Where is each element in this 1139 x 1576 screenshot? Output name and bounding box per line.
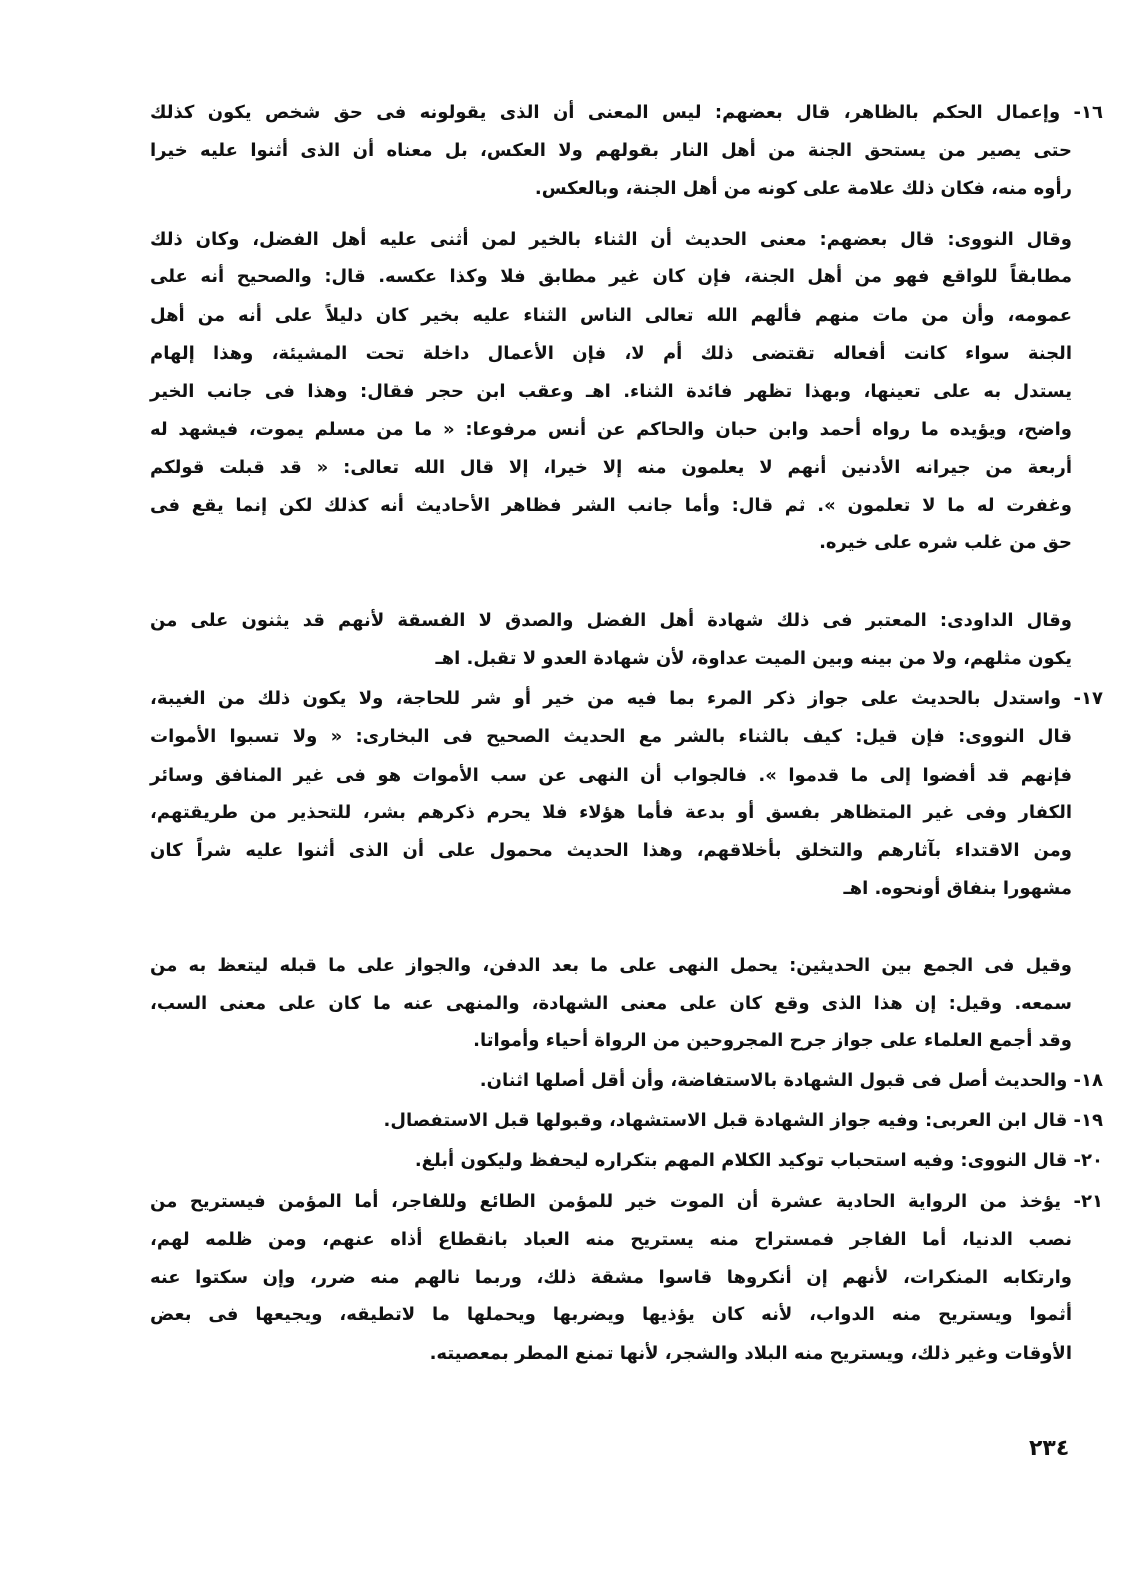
text-line: وقال الداودى: المعتبر فى ذلك شهادة أهل الفضل والصدق لا الفسقة لأنهم قد يثنون على من — [150, 610, 1072, 631]
text-line: مشهورا بنفاق أونحوه. اهـ — [843, 878, 1072, 899]
text-line: فإنهم قد أفضوا إلى ما قدموا ». فالجواب أن النهى عن سب الأموات هو فى غير المنافق وسائر — [150, 765, 1072, 786]
text-line: مطابقاً للواقع فهو من أهل الجنة، فإن كان غير مطابق فلا وكذا عكسه. قال: والصحيح أنه على — [150, 266, 1072, 287]
text-line: الأوقات وغير ذلك، ويستريح منه البلاد والشجر، لأنها تمنع المطر بمعصيته. — [429, 1343, 1072, 1364]
text-line: ومن الاقتداء بآثارهم والتخلق بأخلاقهم، وهذا الحديث محمول على أن الذى أثنوا عليه شراً كان — [150, 840, 1072, 861]
text-line: رأوه منه، فكان ذلك علامة على كونه من أهل الجنة، وبالعكس. — [534, 178, 1072, 199]
page-number: ٢٣٤ — [1029, 1436, 1070, 1461]
text-line: الكفار وفى غير المتظاهر بفسق أو بدعة فأما هؤلاء فلا يحرم ذكرهم بشر، للتحذير من طريقتهم، — [150, 802, 1072, 823]
text-line: وقيل فى الجمع بين الحديثين: يحمل النهى على ما بعد الدفن، والجواز على ما قبله ليتعظ به من — [150, 955, 1072, 976]
text-line: أثموا ويستريح منه الدواب، لأنه كان يؤذيها ويضربها ويحملها ما لاتطيقه، ويجيعها فى بعض — [150, 1304, 1072, 1325]
text-line: قال النووى: فإن قيل: كيف بالثناء بالشر مع الحديث الصحيح فى البخارى: « ولا تسبوا الأموات — [150, 726, 1072, 747]
text-line: عمومه، وأن من مات منهم فألهم الله تعالى الناس الثناء عليه بخير كان دليلاً على أنه من أهل — [150, 305, 1072, 326]
text-line: وغفرت له ما لا تعلمون ». ثم قال: وأما جانب الشر فظاهر الأحاديث أنه كذلك لكن إنما يقع فى — [150, 495, 1072, 516]
text-line: ١٧- واستدل بالحديث على جواز ذكر المرء بما فيه من خير أو شر للحاجة، ولا يكون ذلك من الغيبة، — [150, 688, 1103, 709]
text-line: وقد أجمع العلماء على جواز جرح المجروحين من الرواة أحياء وأمواتا. — [473, 1030, 1072, 1051]
text-line: ١٨- والحديث أصل فى قبول الشهادة بالاستفاضة، وأن أقل أصلها اثنان. — [479, 1070, 1103, 1091]
text-line: حق من غلب شره على خيره. — [819, 532, 1072, 553]
text-line: ٢٠- قال النووى: وفيه استحباب توكيد الكلام المهم بتكراره ليحفظ وليكون أبلغ. — [414, 1150, 1103, 1171]
text-line: الجنة سواء كانت أفعاله تقتضى ذلك أم لا، فإن الأعمال داخلة تحت المشيئة، وهذا إلهام — [150, 343, 1072, 364]
text-line: حتى يصير من يستحق الجنة من أهل النار بقولهم ولا العكس، بل معناه أن الذى أثنوا عليه خيرا — [150, 140, 1072, 161]
text-line: يكون مثلهم، ولا من بينه وبين الميت عداوة، لأن شهادة العدو لا تقبل. اهـ — [435, 648, 1072, 669]
text-line: يستدل به على تعينها، وبهذا تظهر فائدة الثناء. اهـ وعقب ابن حجر فقال: وهذا فى جانب الخير — [150, 381, 1072, 402]
text-line: وقال النووى: قال بعضهم: معنى الحديث أن الثناء بالخير لمن أثنى عليه أهل الفضل، وكان ذلك — [150, 229, 1072, 250]
text-line: ١٩- قال ابن العربى: وفيه جواز الشهادة قبل الاستشهاد، وقبولها قبل الاستفصال. — [383, 1110, 1103, 1131]
text-line: سمعه. وقيل: إن هذا الذى وقع كان على معنى الشهادة، والمنهى عنه ما كان على معنى السب، — [150, 993, 1072, 1014]
text-line: وارتكابه المنكرات، لأنهم إن أنكروها قاسوا مشقة ذلك، وربما نالهم منه ضرر، وإن سكتوا عنه — [150, 1267, 1072, 1288]
text-line: ١٦- وإعمال الحكم بالظاهر، قال بعضهم: ليس المعنى أن الذى يقولونه فى حق شخص يكون كذلك — [150, 102, 1103, 123]
text-line: واضح، ويؤيده ما رواه أحمد وابن حبان والحاكم عن أنس مرفوعا: « ما من مسلم يموت، فيشهد له — [150, 419, 1072, 440]
text-line: ٢١- يؤخذ من الرواية الحادية عشرة أن الموت خير للمؤمن الطائع وللفاجر، أما المؤمن فيستريح من — [150, 1191, 1103, 1212]
text-line: أربعة من جيرانه الأدنين أنهم لا يعلمون منه إلا خيرا، إلا قال الله تعالى: « قد قبلت قولكم — [150, 457, 1072, 478]
text-line: نصب الدنيا، أما الفاجر فمستراح منه يستريح منه العباد بانقطاع أذاه عنهم، ومن ظلمه لهم، — [150, 1229, 1072, 1250]
